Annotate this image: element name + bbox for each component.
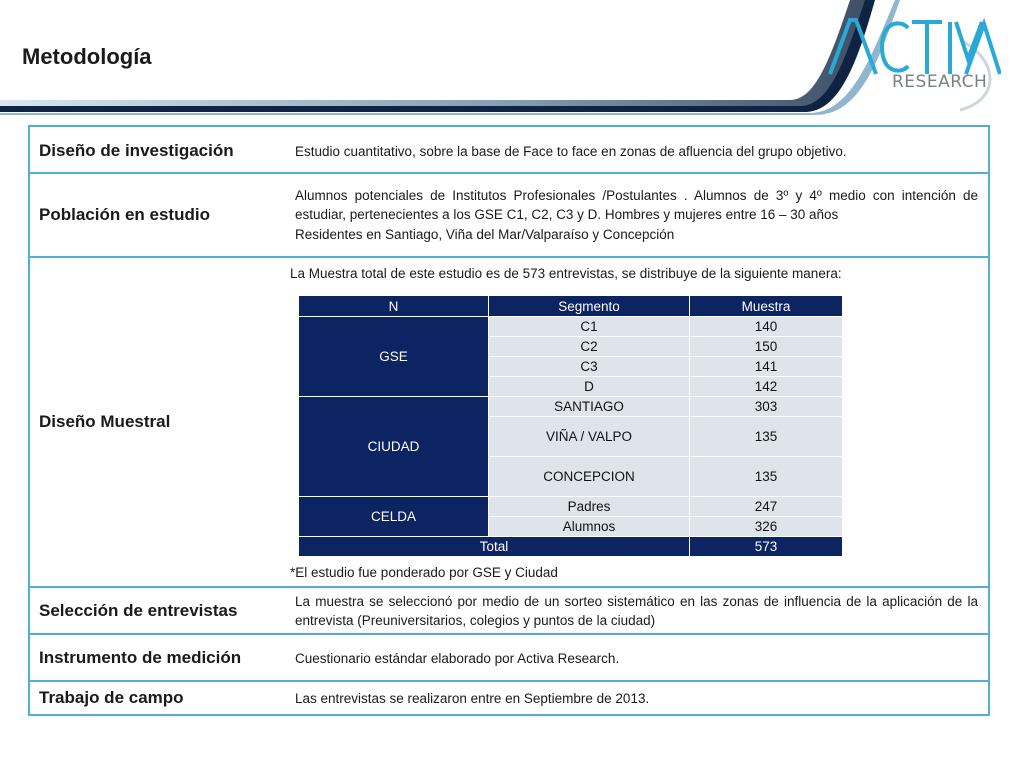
row-label: Instrumento de medición xyxy=(39,648,242,667)
weighting-note: *El estudio fue ponderado por GSE y Ciudad xyxy=(290,565,558,580)
header-n: N xyxy=(299,296,489,317)
row-text: La muestra se seleccionó por medio de un sorteo sistemático en las zonas de influencia de la aplicación de la entrevista (Preuniversitarios, colegios y puntos de la ciudad) xyxy=(295,594,978,628)
segment-cell: SANTIAGO xyxy=(489,397,690,417)
row-label: Diseño de investigación xyxy=(39,141,234,160)
value-cell: 141 xyxy=(690,357,843,377)
segment-cell: D xyxy=(489,377,690,397)
row-text: Cuestionario estándar elaborado por Activa Research. xyxy=(295,651,620,666)
value-cell: 135 xyxy=(690,457,843,497)
table-header-row xyxy=(299,296,843,317)
sample-intro: La Muestra total de este estudio es de 573 entrevistas, se distribuye de la siguiente manera: xyxy=(290,266,842,281)
header-segmento: Segmento xyxy=(489,296,690,317)
row-poblacion xyxy=(30,174,988,258)
value-cell: 135 xyxy=(690,417,843,457)
row-text: Las entrevistas se realizaron entre en Septiembre de 2013. xyxy=(295,691,650,706)
total-value: 573 xyxy=(690,537,843,557)
table-row xyxy=(299,397,843,417)
row-label: Población en estudio xyxy=(39,205,210,224)
row-seleccion xyxy=(30,588,988,635)
segment-cell: VIÑA / VALPO xyxy=(489,417,690,457)
logo-research-text: RESEARCH xyxy=(892,72,988,92)
total-label: Total xyxy=(299,537,690,557)
value-cell: 247 xyxy=(690,497,843,517)
segment-cell: Padres xyxy=(489,497,690,517)
value-cell: 142 xyxy=(690,377,843,397)
header-muestra: Muestra xyxy=(690,296,843,317)
row-text-line2: Residentes en Santiago, Viña del Mar/Valparaíso y Concepción xyxy=(295,227,675,242)
row-diseno-investigacion xyxy=(30,127,988,174)
table-total-row xyxy=(299,537,843,557)
table-row xyxy=(299,317,843,337)
segment-cell: C2 xyxy=(489,337,690,357)
value-cell: 303 xyxy=(690,397,843,417)
sample-distribution-table xyxy=(298,295,843,557)
page-title: Metodología xyxy=(22,44,152,69)
segment-cell: CONCEPCION xyxy=(489,457,690,497)
row-label: Selección de entrevistas xyxy=(39,601,238,620)
value-cell: 326 xyxy=(690,517,843,537)
group-cell-ciudad: CIUDAD xyxy=(299,397,489,497)
activa-research-logo xyxy=(826,14,1001,104)
segment-cell: Alumnos xyxy=(489,517,690,537)
row-label: Trabajo de campo xyxy=(39,688,184,707)
row-diseno-muestral xyxy=(30,258,988,588)
methodology-table xyxy=(28,125,990,716)
group-cell-celda: CELDA xyxy=(299,497,489,537)
row-text-line1: Alumnos potenciales de Institutos Profesionales /Postulantes . Alumnos de 3º y 4º medio con intención de estudiar, pertenecientes a los GSE C1, C2, C3 y D. Hombres y mujeres entre 16 – 30 años xyxy=(295,188,978,222)
row-label: Diseño Muestral xyxy=(39,412,171,431)
table-row xyxy=(299,497,843,517)
row-instrumento xyxy=(30,635,988,682)
row-text: Estudio cuantitativo, sobre la base de Face to face en zonas de afluencia del grupo objetivo. xyxy=(295,144,847,159)
segment-cell: C3 xyxy=(489,357,690,377)
segment-cell: C1 xyxy=(489,317,690,337)
value-cell: 140 xyxy=(690,317,843,337)
row-trabajo xyxy=(30,682,988,714)
value-cell: 150 xyxy=(690,337,843,357)
group-cell-gse: GSE xyxy=(299,317,489,397)
